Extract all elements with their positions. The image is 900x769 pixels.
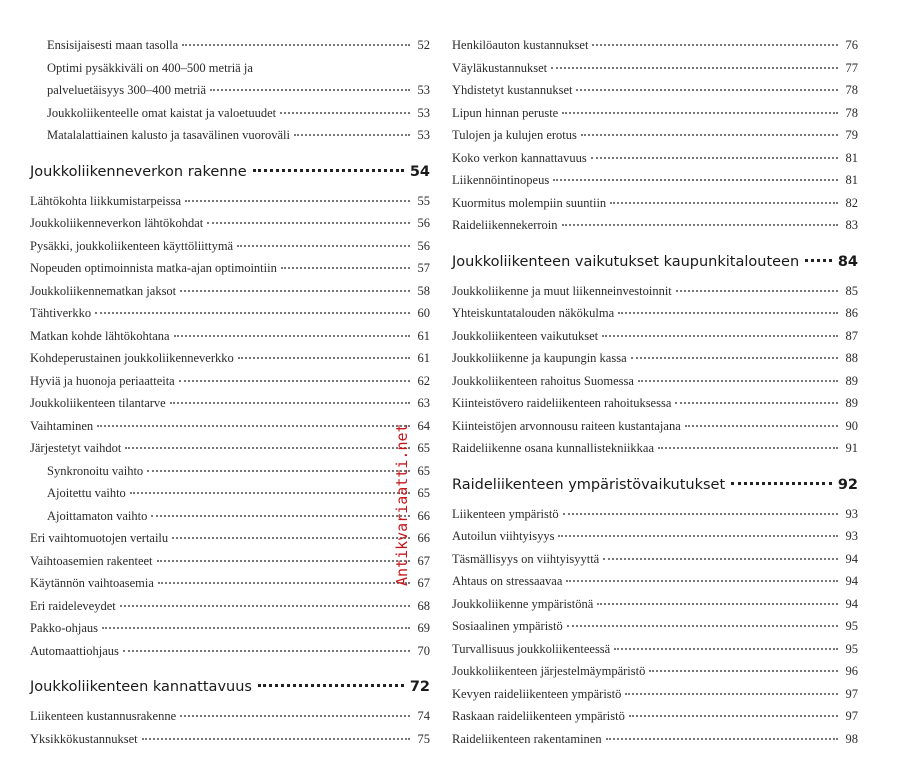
toc-entry <box>30 374 430 397</box>
page-number: 89 <box>845 396 858 410</box>
dot-leader <box>562 111 838 114</box>
watermark-text: Antikvariaatti.net <box>393 423 411 586</box>
entry-title: Joukkoliikenteen järjestelmäympäristö <box>452 664 646 678</box>
toc-entry <box>452 374 858 397</box>
entry-title: Kuormitus molempiin suuntiin <box>452 195 607 210</box>
page-number: 56 <box>417 216 430 230</box>
entry-title: Pakko-ohjaus <box>30 621 99 635</box>
dot-leader <box>180 289 410 292</box>
section-title: Raideliikenteen ympäristövaikutukset <box>452 476 726 493</box>
toc-entry <box>452 83 858 106</box>
dot-leader <box>610 201 838 204</box>
entry-title: Ensisijaisesti maan tasolla <box>47 38 179 52</box>
entry-title: Pysäkki, joukkoliikenteen käyttöliittymä <box>30 238 234 253</box>
entry-title: Täsmällisyys on viihtyisyyttä <box>452 551 600 566</box>
dot-leader <box>281 266 410 269</box>
entry-title: Hyviä ja huonoja periaatteita <box>30 373 175 388</box>
dot-leader <box>158 581 410 584</box>
page-number: 54 <box>409 163 430 180</box>
toc-entry <box>30 486 430 509</box>
page-number: 62 <box>417 373 430 388</box>
watermark <box>393 296 413 586</box>
dot-leader <box>625 692 838 695</box>
page-number: 65 <box>417 486 430 500</box>
page-number: 67 <box>417 553 430 568</box>
dot-leader <box>180 714 410 717</box>
page-number: 97 <box>845 709 858 723</box>
entry-title: Ajoittamaton vaihto <box>47 508 148 523</box>
toc-entry <box>30 621 430 644</box>
page-number: 92 <box>837 476 858 493</box>
dot-leader <box>629 714 838 717</box>
toc-entry <box>30 419 430 442</box>
entry-title: Joukkoliikenteen vaikutukset <box>452 328 599 343</box>
toc-entry <box>30 194 430 217</box>
toc-entry <box>452 151 858 174</box>
toc-entry <box>452 61 858 84</box>
page-number: 82 <box>845 195 858 210</box>
toc-entry <box>452 218 858 241</box>
toc-entry <box>452 597 858 620</box>
page-number: 69 <box>417 621 430 635</box>
toc-entry <box>452 128 858 151</box>
toc-entry <box>452 441 858 464</box>
toc-entry <box>30 329 430 352</box>
page-number: 96 <box>845 664 858 678</box>
dot-leader <box>581 133 838 136</box>
page-number: 60 <box>417 306 430 320</box>
dot-leader <box>294 133 410 136</box>
dot-leader <box>685 424 838 427</box>
page-number: 68 <box>417 598 430 613</box>
entry-title: Raskaan raideliikenteen ympäristö <box>452 709 625 723</box>
dot-leader <box>258 683 404 687</box>
page-number: 67 <box>417 576 430 590</box>
page-number: 53 <box>417 83 430 97</box>
entry-title: Yhdistetyt kustannukset <box>452 83 573 97</box>
entry-title: Sosiaalinen ympäristö <box>452 619 563 633</box>
dot-leader <box>95 311 410 314</box>
toc-section-heading <box>30 675 430 709</box>
page-number: 95 <box>845 619 858 633</box>
entry-title: Väyläkustannukset <box>452 60 548 75</box>
page-number: 86 <box>845 306 858 320</box>
page-number: 64 <box>417 418 430 433</box>
toc-entry <box>452 284 858 307</box>
dot-leader <box>676 289 838 292</box>
entry-title: Tulojen ja kulujen erotus <box>452 128 577 142</box>
toc-entry <box>30 83 430 106</box>
entry-title: Eri vaihtomuotojen vertailu <box>30 531 169 545</box>
page-number: 87 <box>845 328 858 343</box>
entry-title: Automaattiohjaus <box>30 643 119 658</box>
entry-title: Joukkoliikenteen rahoitus Suomessa <box>452 373 634 388</box>
toc-entry <box>30 644 430 667</box>
page-number: 85 <box>845 283 858 298</box>
entry-title: Käytännön vaihtoasemia <box>30 576 154 590</box>
toc-entry <box>30 509 430 532</box>
toc-entry <box>30 441 430 464</box>
page-number: 72 <box>409 679 430 695</box>
dot-leader <box>170 401 410 404</box>
entry-title: Vaihtoasemien rakenteet <box>30 553 153 568</box>
page-number: 83 <box>845 218 858 232</box>
toc-entry <box>30 531 430 554</box>
page-number: 61 <box>417 351 430 365</box>
toc-entry <box>30 216 430 239</box>
entry-title: Joukkoliikenteelle omat kaistat ja valoetuudet <box>47 105 277 120</box>
entry-title: Ahtaus on stressaavaa <box>452 574 563 588</box>
toc-entry <box>452 173 858 196</box>
dot-leader <box>280 111 410 114</box>
page-number: 74 <box>417 709 430 723</box>
page-number: 66 <box>417 531 430 545</box>
dot-leader <box>97 424 410 427</box>
toc-entry <box>452 709 858 732</box>
entry-title: Ajoitettu vaihto <box>47 486 126 500</box>
entry-title: Nopeuden optimoinnista matka-ajan optimointiin <box>30 261 277 275</box>
toc-entry <box>452 664 858 687</box>
dot-leader <box>102 626 410 629</box>
entry-title: Raideliikennekerroin <box>452 218 558 232</box>
page-number: 90 <box>845 418 858 433</box>
dot-leader <box>151 514 410 517</box>
toc-entry <box>452 306 858 329</box>
page-number: 91 <box>845 441 858 455</box>
entry-title: Kiinteistöjen arvonnousu raiteen kustantajana <box>452 418 681 433</box>
entry-title: Optimi pysäkkiväli on 400–500 metriä ja <box>47 60 253 75</box>
toc-entry <box>30 464 430 487</box>
toc-entry <box>30 599 430 622</box>
dot-leader <box>606 737 838 740</box>
page-number: 93 <box>845 506 858 521</box>
entry-title: Joukkoliikenneverkon lähtökohdat <box>30 216 204 230</box>
dot-leader <box>563 512 838 515</box>
entry-title: Koko verkon kannattavuus <box>452 150 587 165</box>
page-number: 88 <box>845 351 858 365</box>
page-number: 75 <box>417 731 430 746</box>
toc-entry <box>30 128 430 151</box>
entry-title: Joukkoliikenne ja muut liikenneinvestoinnit <box>452 283 672 298</box>
toc-entry <box>30 732 430 755</box>
dot-leader <box>631 356 838 359</box>
toc-entry <box>30 554 430 577</box>
entry-title: Joukkoliikennematkan jaksot <box>30 283 177 298</box>
dot-leader <box>142 737 410 740</box>
toc-entry <box>452 38 858 61</box>
toc-entry <box>452 106 858 129</box>
toc-entry <box>452 619 858 642</box>
page-number: 78 <box>845 105 858 120</box>
toc-entry <box>30 396 430 419</box>
entry-title: Lähtökohta liikkumistarpeissa <box>30 193 182 208</box>
entry-title: Kohdeperustainen joukkoliikenneverkko <box>30 351 234 365</box>
entry-title: Liikennöintinopeus <box>452 173 550 187</box>
dot-leader <box>182 43 410 46</box>
dot-leader <box>174 334 410 337</box>
toc-entry <box>452 529 858 552</box>
dot-leader <box>649 669 838 672</box>
page-number: 81 <box>845 150 858 165</box>
toc-entry <box>30 239 430 262</box>
entry-title: palveluetäisyys 300–400 metriä <box>47 83 206 97</box>
page-number: 61 <box>417 328 430 343</box>
entry-title: Joukkoliikenne ja kaupungin kassa <box>452 351 627 365</box>
page-number: 94 <box>845 596 858 611</box>
page-number: 77 <box>845 60 858 75</box>
dot-leader <box>237 244 410 247</box>
entry-title: Autoilun viihtyisyys <box>452 529 555 543</box>
toc-entry <box>452 196 858 219</box>
dot-leader <box>562 223 838 226</box>
page-number: 65 <box>417 463 430 478</box>
entry-title: Raideliikenne osana kunnallistekniikkaa <box>452 441 655 455</box>
page-number: 63 <box>417 396 430 410</box>
page-number: 70 <box>417 643 430 658</box>
toc-section-heading <box>30 160 430 194</box>
dot-leader <box>553 178 838 181</box>
toc-entry <box>452 419 858 442</box>
page-number: 79 <box>845 128 858 142</box>
page-number: 94 <box>845 551 858 566</box>
entry-title: Järjestetyt vaihdot <box>30 441 122 455</box>
page-number: 76 <box>845 38 858 52</box>
toc-entry <box>452 574 858 597</box>
page-number: 53 <box>417 105 430 120</box>
toc-entry <box>452 351 858 374</box>
dot-leader <box>147 469 410 472</box>
page-number: 95 <box>845 641 858 656</box>
dot-leader <box>558 534 838 537</box>
page-number: 52 <box>417 38 430 52</box>
entry-title: Joukkoliikenne ympäristönä <box>452 596 594 611</box>
toc-entry <box>30 261 430 284</box>
toc-entry <box>452 732 858 755</box>
dot-leader <box>566 579 838 582</box>
entry-title: Henkilöauton kustannukset <box>452 38 589 52</box>
entry-title: Lipun hinnan peruste <box>452 105 559 120</box>
dot-leader <box>179 379 410 382</box>
dot-leader <box>172 536 410 539</box>
entry-title: Eri raideleveydet <box>30 598 116 613</box>
dot-leader <box>120 604 410 607</box>
toc-entry <box>30 351 430 374</box>
toc-entry <box>30 709 430 732</box>
page-number: 98 <box>845 731 858 746</box>
entry-title: Kiinteistövero raideliikenteen rahoituksessa <box>452 396 672 410</box>
toc-entry <box>452 642 858 665</box>
dot-leader <box>567 624 838 627</box>
toc-entry <box>30 576 430 599</box>
toc-right-column <box>452 38 858 754</box>
entry-title: Turvallisuus joukkoliikenteessä <box>452 641 611 656</box>
entry-title: Raideliikenteen rakentaminen <box>452 731 602 746</box>
dot-leader <box>618 311 838 314</box>
entry-title: Yhteiskuntatalouden näkökulma <box>452 306 615 320</box>
dot-leader <box>603 557 838 560</box>
page-number: 65 <box>417 441 430 455</box>
entry-title: Liikenteen kustannusrakenne <box>30 709 177 723</box>
toc-entry <box>452 507 858 530</box>
toc-entry <box>452 329 858 352</box>
toc-left-column <box>30 38 430 754</box>
toc-section-heading <box>452 250 858 284</box>
page-number: 89 <box>845 373 858 388</box>
entry-title: Tähtiverkko <box>30 306 92 320</box>
dot-leader <box>591 156 838 159</box>
dot-leader <box>238 356 410 359</box>
toc-entry <box>452 552 858 575</box>
dot-leader <box>597 602 838 605</box>
entry-title: Matalalattiainen kalusto ja tasavälinen vuoroväli <box>47 128 290 142</box>
dot-leader <box>210 88 410 91</box>
page-number: 94 <box>845 574 858 588</box>
page-number: 97 <box>845 686 858 701</box>
entry-title: Yksikkökustannukset <box>30 731 138 746</box>
dot-leader <box>602 334 838 337</box>
page-number: 53 <box>417 128 430 142</box>
toc-entry <box>30 38 430 61</box>
page-number: 66 <box>417 508 430 523</box>
dot-leader <box>638 379 838 382</box>
dot-leader <box>576 88 838 91</box>
toc-entry <box>452 687 858 710</box>
dot-leader <box>185 199 410 202</box>
toc-entry <box>30 306 430 329</box>
page-number: 56 <box>417 238 430 253</box>
dot-leader <box>551 66 838 69</box>
dot-leader <box>123 649 410 652</box>
toc-entry <box>452 396 858 419</box>
page-number: 81 <box>845 173 858 187</box>
entry-title: Kevyen raideliikenteen ympäristö <box>452 686 622 701</box>
section-title: Joukkoliikenneverkon rakenne <box>30 163 247 180</box>
dot-leader <box>658 446 838 449</box>
dot-leader <box>592 43 838 46</box>
toc-entry <box>30 284 430 307</box>
page-number: 55 <box>417 193 430 208</box>
toc-entry <box>30 61 430 84</box>
toc-section-heading <box>452 473 858 507</box>
dot-leader <box>207 221 410 224</box>
page-number: 57 <box>417 261 430 275</box>
page-number: 78 <box>845 83 858 97</box>
page-number: 93 <box>845 529 858 543</box>
dot-leader <box>130 491 410 494</box>
dot-leader <box>253 168 404 172</box>
dot-leader <box>125 446 410 449</box>
page-number: 58 <box>417 283 430 298</box>
entry-title: Vaihtaminen <box>30 418 94 433</box>
page-number: 84 <box>837 253 858 270</box>
dot-leader <box>157 559 410 562</box>
entry-title: Joukkoliikenteen tilantarve <box>30 396 166 410</box>
dot-leader <box>675 401 838 404</box>
entry-title: Synkronoitu vaihto <box>47 463 144 478</box>
toc-entry <box>30 106 430 129</box>
section-title: Joukkoliikenteen kannattavuus <box>30 679 252 695</box>
dot-leader <box>614 647 838 650</box>
section-title: Joukkoliikenteen vaikutukset kaupunkitalouteen <box>452 253 800 270</box>
dot-leader <box>805 258 832 262</box>
entry-title: Matkan kohde lähtökohtana <box>30 328 170 343</box>
entry-title: Liikenteen ympäristö <box>452 506 559 521</box>
dot-leader <box>731 481 832 485</box>
